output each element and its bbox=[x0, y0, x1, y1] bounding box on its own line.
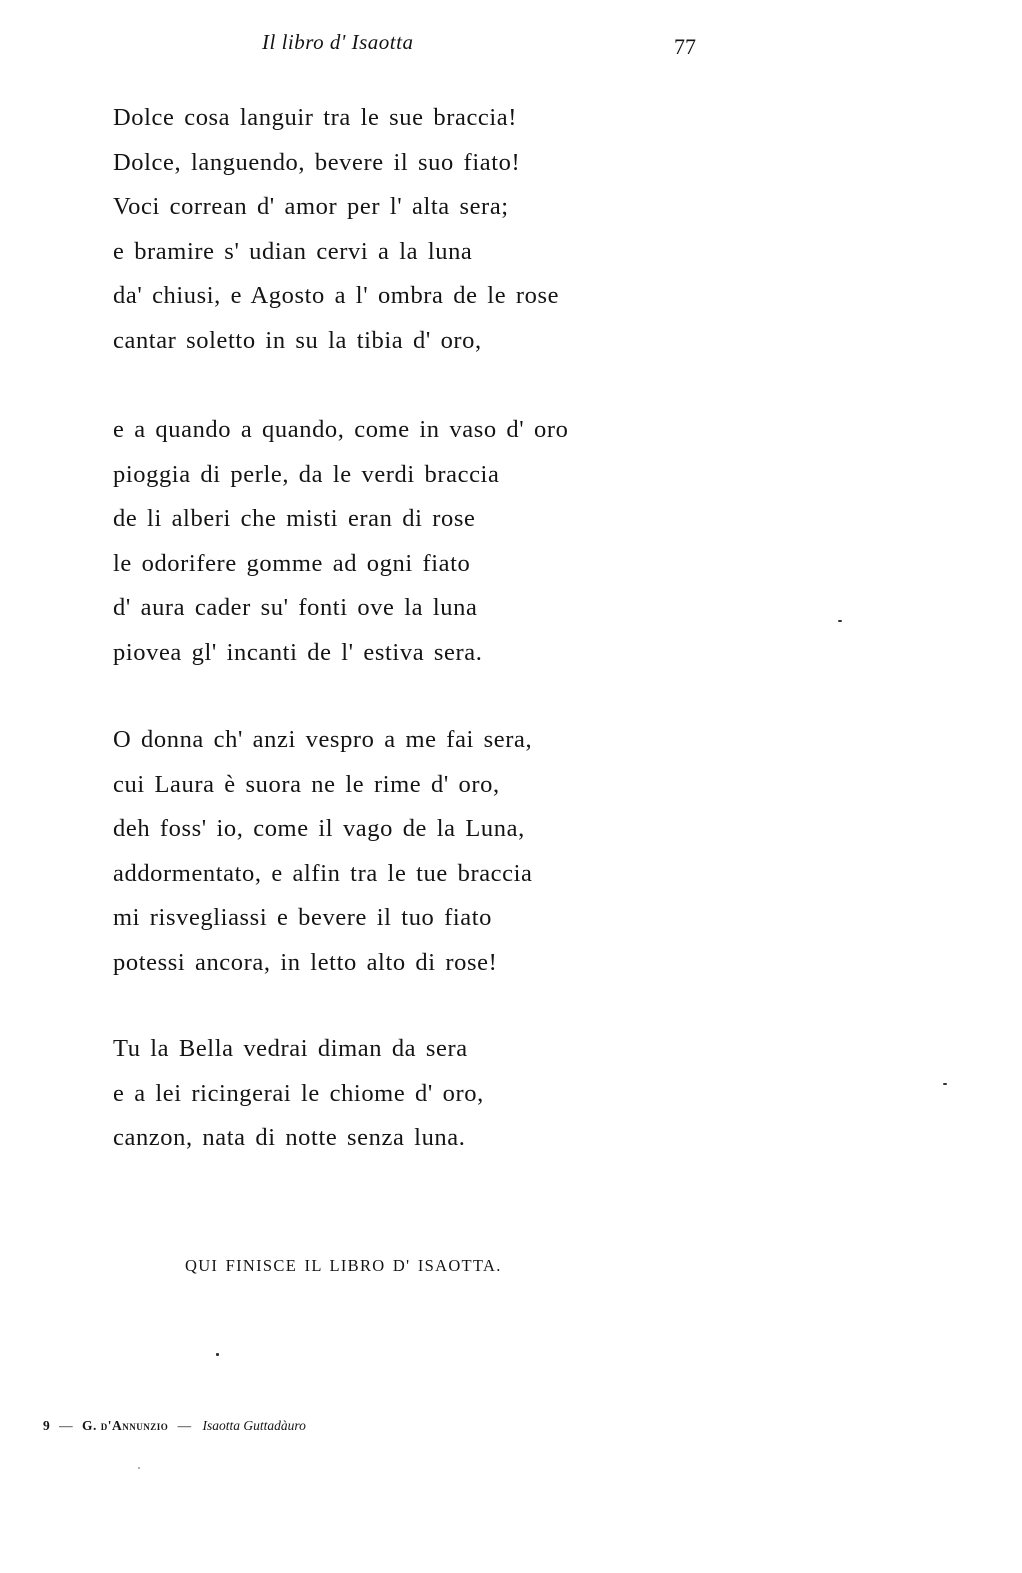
verse-line: da' chiusi, e Agosto a l' ombra de le rose bbox=[113, 282, 560, 309]
signature-dash: — bbox=[59, 1418, 73, 1433]
signature-title: Isaotta Guttadàuro bbox=[202, 1418, 306, 1433]
verse-line: Voci correan d' amor per l' alta sera; bbox=[113, 193, 509, 220]
verse-line: e a quando a quando, come in vaso d' oro bbox=[113, 416, 569, 443]
verse-line: potessi ancora, in letto alto di rose! bbox=[113, 948, 498, 976]
verse-line: addormentato, e alfin tra le tue braccia bbox=[113, 859, 533, 887]
signature-line bbox=[43, 1418, 306, 1434]
verse-line: pioggia di perle, da le verdi braccia bbox=[113, 460, 500, 488]
signature-number: 9 bbox=[43, 1418, 50, 1433]
verse-line: e a lei ricingerai le chiome d' oro, bbox=[113, 1079, 484, 1107]
verse-line: Tu la Bella vedrai diman da sera bbox=[113, 1035, 468, 1062]
verse-line: cui Laura è suora ne le rime d' oro, bbox=[113, 770, 500, 798]
scan-speck bbox=[943, 1083, 947, 1085]
stanza-2 bbox=[113, 408, 568, 675]
scan-speck bbox=[138, 1467, 140, 1469]
verse-line: mi risvegliassi e bevere il tuo fiato bbox=[113, 904, 493, 931]
verse-line: piovea gl' incanti de l' estiva sera. bbox=[113, 638, 483, 666]
stanza-1 bbox=[113, 96, 559, 363]
running-title: Il libro d' Isaotta bbox=[262, 30, 414, 54]
signature-dash: — bbox=[177, 1418, 192, 1433]
stanza-4 bbox=[113, 1027, 484, 1161]
scan-speck bbox=[838, 620, 842, 622]
verse-line: d' aura cader su' fonti ove la luna bbox=[113, 594, 478, 621]
verse-line: Dolce cosa languir tra le sue braccia! bbox=[113, 104, 518, 131]
signature-author: G. d'Annunzio bbox=[82, 1418, 169, 1433]
verse-line: de li alberi che misti eran di rose bbox=[113, 505, 476, 532]
verse-line: cantar soletto in su la tibia d' oro, bbox=[113, 326, 482, 354]
verse-line: le odorifere gomme ad ogni fiato bbox=[113, 549, 471, 577]
verse-line: O donna ch' anzi vespro a me fai sera, bbox=[113, 726, 533, 753]
page-number: 77 bbox=[674, 34, 696, 59]
verse-line: deh foss' io, come il vago de la Luna, bbox=[113, 815, 525, 842]
colophon: QUI FINISCE IL LIBRO D' ISAOTTA. bbox=[185, 1256, 502, 1275]
verse-line: canzon, nata di notte senza luna. bbox=[113, 1124, 466, 1151]
scan-speck bbox=[216, 1353, 219, 1356]
verse-line: Dolce, languendo, bevere il suo fiato! bbox=[113, 148, 521, 176]
verse-line: e bramire s' udian cervi a la luna bbox=[113, 237, 473, 265]
stanza-3 bbox=[113, 718, 533, 985]
